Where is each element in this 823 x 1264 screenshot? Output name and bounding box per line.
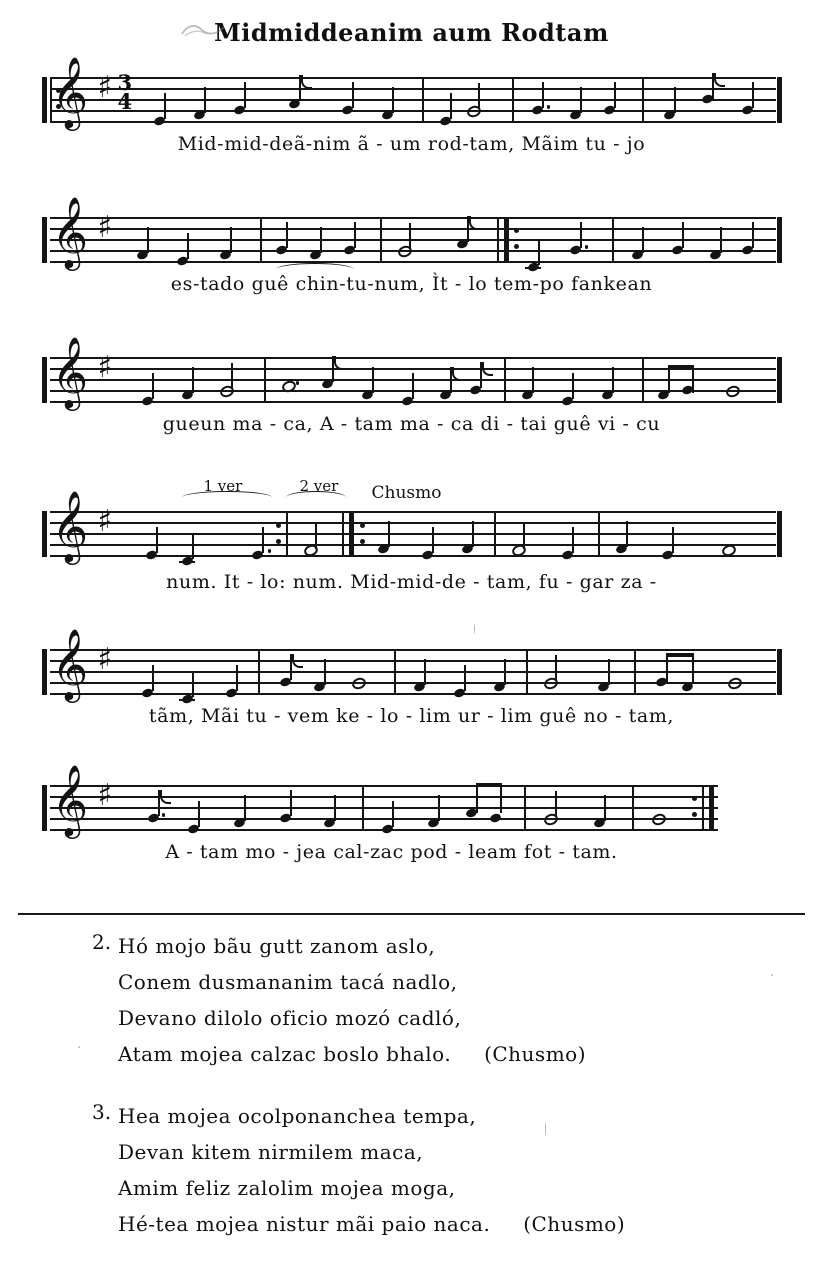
- stem: [320, 227, 322, 253]
- stem: [262, 527, 264, 553]
- stem: [354, 222, 356, 248]
- stem: [674, 87, 676, 113]
- key-signature-sharp: ♯: [97, 70, 113, 105]
- stem: [286, 222, 288, 248]
- barline: [380, 217, 382, 263]
- stem: [604, 795, 606, 821]
- time-signature-beats: 3: [117, 70, 133, 95]
- staff-2: [50, 217, 776, 265]
- stem: [164, 93, 166, 119]
- stem: [692, 367, 694, 393]
- verse-number: 3.: [92, 1100, 112, 1124]
- barline-thick: [504, 217, 509, 263]
- barline: [642, 77, 644, 123]
- stem: [538, 239, 540, 265]
- barline-start: [42, 217, 47, 263]
- key-signature-sharp: ♯: [97, 210, 113, 245]
- treble-clef-icon: 𝄞: [51, 763, 89, 836]
- stem: [147, 227, 149, 253]
- stem: [504, 659, 506, 685]
- barline-start: [42, 511, 47, 557]
- chorus-tag: (Chusmo): [484, 1042, 587, 1066]
- barline: [497, 217, 499, 263]
- stem: [334, 795, 336, 821]
- verse-line-text: Atam mojea calzac boslo bhalo.: [118, 1042, 452, 1066]
- stem: [580, 87, 582, 113]
- barline-end: [777, 511, 782, 557]
- stem: [752, 82, 754, 108]
- verse-3: [0, 1098, 823, 1242]
- augmentation-dot: [268, 549, 272, 553]
- music-system-5: [42, 627, 782, 751]
- slur-ending-1: [182, 491, 272, 504]
- stem: [244, 795, 246, 821]
- repeat-dot: [692, 812, 697, 817]
- music-system-4: [42, 477, 782, 615]
- stem: [392, 87, 394, 113]
- stem: [198, 801, 200, 827]
- stem: [432, 527, 434, 553]
- stem: [192, 367, 194, 393]
- stem: [555, 655, 557, 681]
- stem: [614, 82, 616, 108]
- verse-line: Devano dilolo oficio mozó cadló,: [118, 1006, 462, 1030]
- barline: [342, 511, 344, 557]
- augmentation-dot: [162, 813, 166, 817]
- stem: [290, 790, 292, 816]
- barline: [526, 649, 528, 695]
- ornament-decoration: [180, 22, 226, 38]
- page-title: Midmiddeanim aum Rodtam: [214, 18, 609, 47]
- treble-clef-icon: 𝄞: [51, 627, 89, 700]
- barline-end: [777, 77, 782, 123]
- augmentation-dot: [585, 245, 589, 249]
- barline-final: [709, 785, 714, 831]
- stem: [692, 657, 694, 683]
- treble-clef-icon: 𝄞: [51, 55, 89, 128]
- stem: [424, 659, 426, 685]
- stem: [392, 801, 394, 827]
- stem: [244, 82, 246, 108]
- key-signature-sharp: ♯: [97, 350, 113, 385]
- beam: [476, 783, 502, 787]
- stem: [666, 657, 668, 683]
- ledger-line: [179, 561, 195, 563]
- chorus-tag: (Chusmo): [523, 1212, 626, 1236]
- barline: [632, 785, 634, 831]
- paper-speck: [771, 974, 773, 976]
- key-signature-sharp: ♯: [97, 778, 113, 813]
- barline-start: [42, 357, 47, 403]
- stem: [438, 795, 440, 821]
- stem: [388, 521, 390, 547]
- lyrics-line-3: gueun ma - ca, A - tam ma - ca di - tai guê vi - cu: [162, 413, 661, 435]
- stem: [542, 82, 544, 108]
- stem: [612, 367, 614, 393]
- verse-line: Devan kitem nirmilem maca,: [118, 1140, 424, 1164]
- volta-2-label: 2 ver: [299, 477, 339, 495]
- barline-end: [777, 357, 782, 403]
- stem: [230, 227, 232, 253]
- verse-number: 2.: [92, 930, 112, 954]
- barline-start: [42, 785, 47, 831]
- treble-clef-icon: 𝄞: [51, 335, 89, 408]
- section-divider: [18, 913, 805, 915]
- verse-last-line: [118, 1036, 823, 1072]
- stem: [476, 787, 478, 813]
- barline: [494, 511, 496, 557]
- verse-line: Amim feliz zalolim mojea moga,: [118, 1176, 456, 1200]
- barline: [258, 649, 260, 695]
- barline: [598, 511, 600, 557]
- stem: [682, 222, 684, 248]
- barline: [524, 785, 526, 831]
- stem: [352, 82, 354, 108]
- stem: [315, 523, 317, 549]
- lyrics-line-1: Mid-mid-deã-nim ã - um rod-tam, Mãim tu - jo: [177, 133, 646, 155]
- augmentation-dot: [547, 105, 551, 109]
- stem: [231, 363, 233, 389]
- barline: [264, 357, 266, 403]
- verses-section: [0, 928, 823, 1264]
- beam: [666, 653, 694, 657]
- barline: [422, 77, 424, 123]
- music-system-3: [42, 335, 782, 459]
- stem: [555, 791, 557, 817]
- verse-2: [0, 928, 823, 1072]
- paper-speck: [78, 1046, 80, 1048]
- stem: [472, 521, 474, 547]
- stem: [192, 533, 194, 559]
- barline: [642, 357, 644, 403]
- stem: [500, 787, 502, 813]
- stem: [720, 227, 722, 253]
- beam: [668, 365, 694, 369]
- stem: [532, 367, 534, 393]
- stem: [580, 222, 582, 248]
- stem: [204, 87, 206, 113]
- key-signature-sharp: ♯: [97, 504, 113, 539]
- chorus-label: Chusmo: [371, 483, 442, 503]
- stem: [464, 665, 466, 691]
- stem: [672, 527, 674, 553]
- verse-last-line: [118, 1206, 823, 1242]
- repeat-dot: [360, 523, 365, 528]
- stem: [409, 223, 411, 249]
- barline: [612, 217, 614, 263]
- music-system-1: [42, 55, 782, 179]
- repeat-dot: [514, 244, 519, 249]
- barline-end: [777, 217, 782, 263]
- lyrics-line-4: num. It - lo: num. Mid-mid-de - tam, fu - gar za -: [166, 571, 657, 593]
- paper-speck: [474, 624, 475, 634]
- repeat-dot: [276, 539, 281, 544]
- lyrics-line-6: A - tam mo - jea cal-zac pod - leam fot - tam.: [165, 841, 618, 863]
- verse-line: Hó mojo bãu gutt zanom aslo,: [118, 934, 436, 958]
- barline: [362, 785, 364, 831]
- stem: [187, 233, 189, 259]
- lyrics-line-5: tãm, Mãi tu - vem ke - lo - lim ur - lim guê no - tam,: [148, 705, 675, 727]
- stem: [608, 659, 610, 685]
- stem: [450, 93, 452, 119]
- time-signature-beat-type: 4: [117, 89, 133, 114]
- barline: [260, 217, 262, 263]
- time-signature: [117, 70, 133, 114]
- stem: [324, 659, 326, 685]
- stem: [152, 665, 154, 691]
- stem: [523, 523, 525, 549]
- key-signature-sharp: ♯: [97, 642, 113, 677]
- stem: [372, 367, 374, 393]
- barline-thick: [349, 511, 354, 557]
- repeat-dot: [360, 539, 365, 544]
- stem: [752, 222, 754, 248]
- stem: [668, 367, 670, 393]
- repeat-dot: [692, 796, 697, 801]
- stem: [192, 671, 194, 697]
- treble-clef-icon: 𝄞: [51, 489, 89, 562]
- slur-ending-2: [286, 491, 346, 504]
- barline-end: [777, 649, 782, 695]
- treble-clef-icon: 𝄞: [51, 195, 89, 268]
- stem: [642, 227, 644, 253]
- barline: [504, 357, 506, 403]
- paper-speck: [545, 1122, 546, 1136]
- repeat-dot: [514, 228, 519, 233]
- stem: [572, 527, 574, 553]
- music-system-6: [42, 763, 782, 887]
- barline: [702, 785, 704, 831]
- verse-line-text: Hé-tea mojea nistur mãi paio naca.: [118, 1212, 491, 1236]
- stem: [236, 665, 238, 691]
- ledger-line: [525, 267, 541, 269]
- barline: [512, 77, 514, 123]
- lyrics-line-2: es-tado guê chin-tu-num, Ìt - lo tem-po fankean: [170, 273, 653, 295]
- stem: [572, 373, 574, 399]
- barline-start: [42, 649, 47, 695]
- verse-line: Hea mojea ocolponanchea tempa,: [118, 1104, 477, 1128]
- repeat-dot: [276, 523, 281, 528]
- stem: [626, 521, 628, 547]
- barline: [394, 649, 396, 695]
- barline: [634, 649, 636, 695]
- stem: [478, 83, 480, 109]
- volta-1-label: 1 ver: [203, 477, 243, 495]
- stem: [156, 527, 158, 553]
- verse-line: Conem dusmananim tacá nadlo,: [118, 970, 458, 994]
- stem: [152, 373, 154, 399]
- stem: [412, 373, 414, 399]
- barline: [286, 511, 288, 557]
- music-system-2: [42, 195, 782, 319]
- augmentation-dot: [296, 381, 300, 385]
- ledger-line: [179, 699, 195, 701]
- barline-start: [42, 77, 47, 123]
